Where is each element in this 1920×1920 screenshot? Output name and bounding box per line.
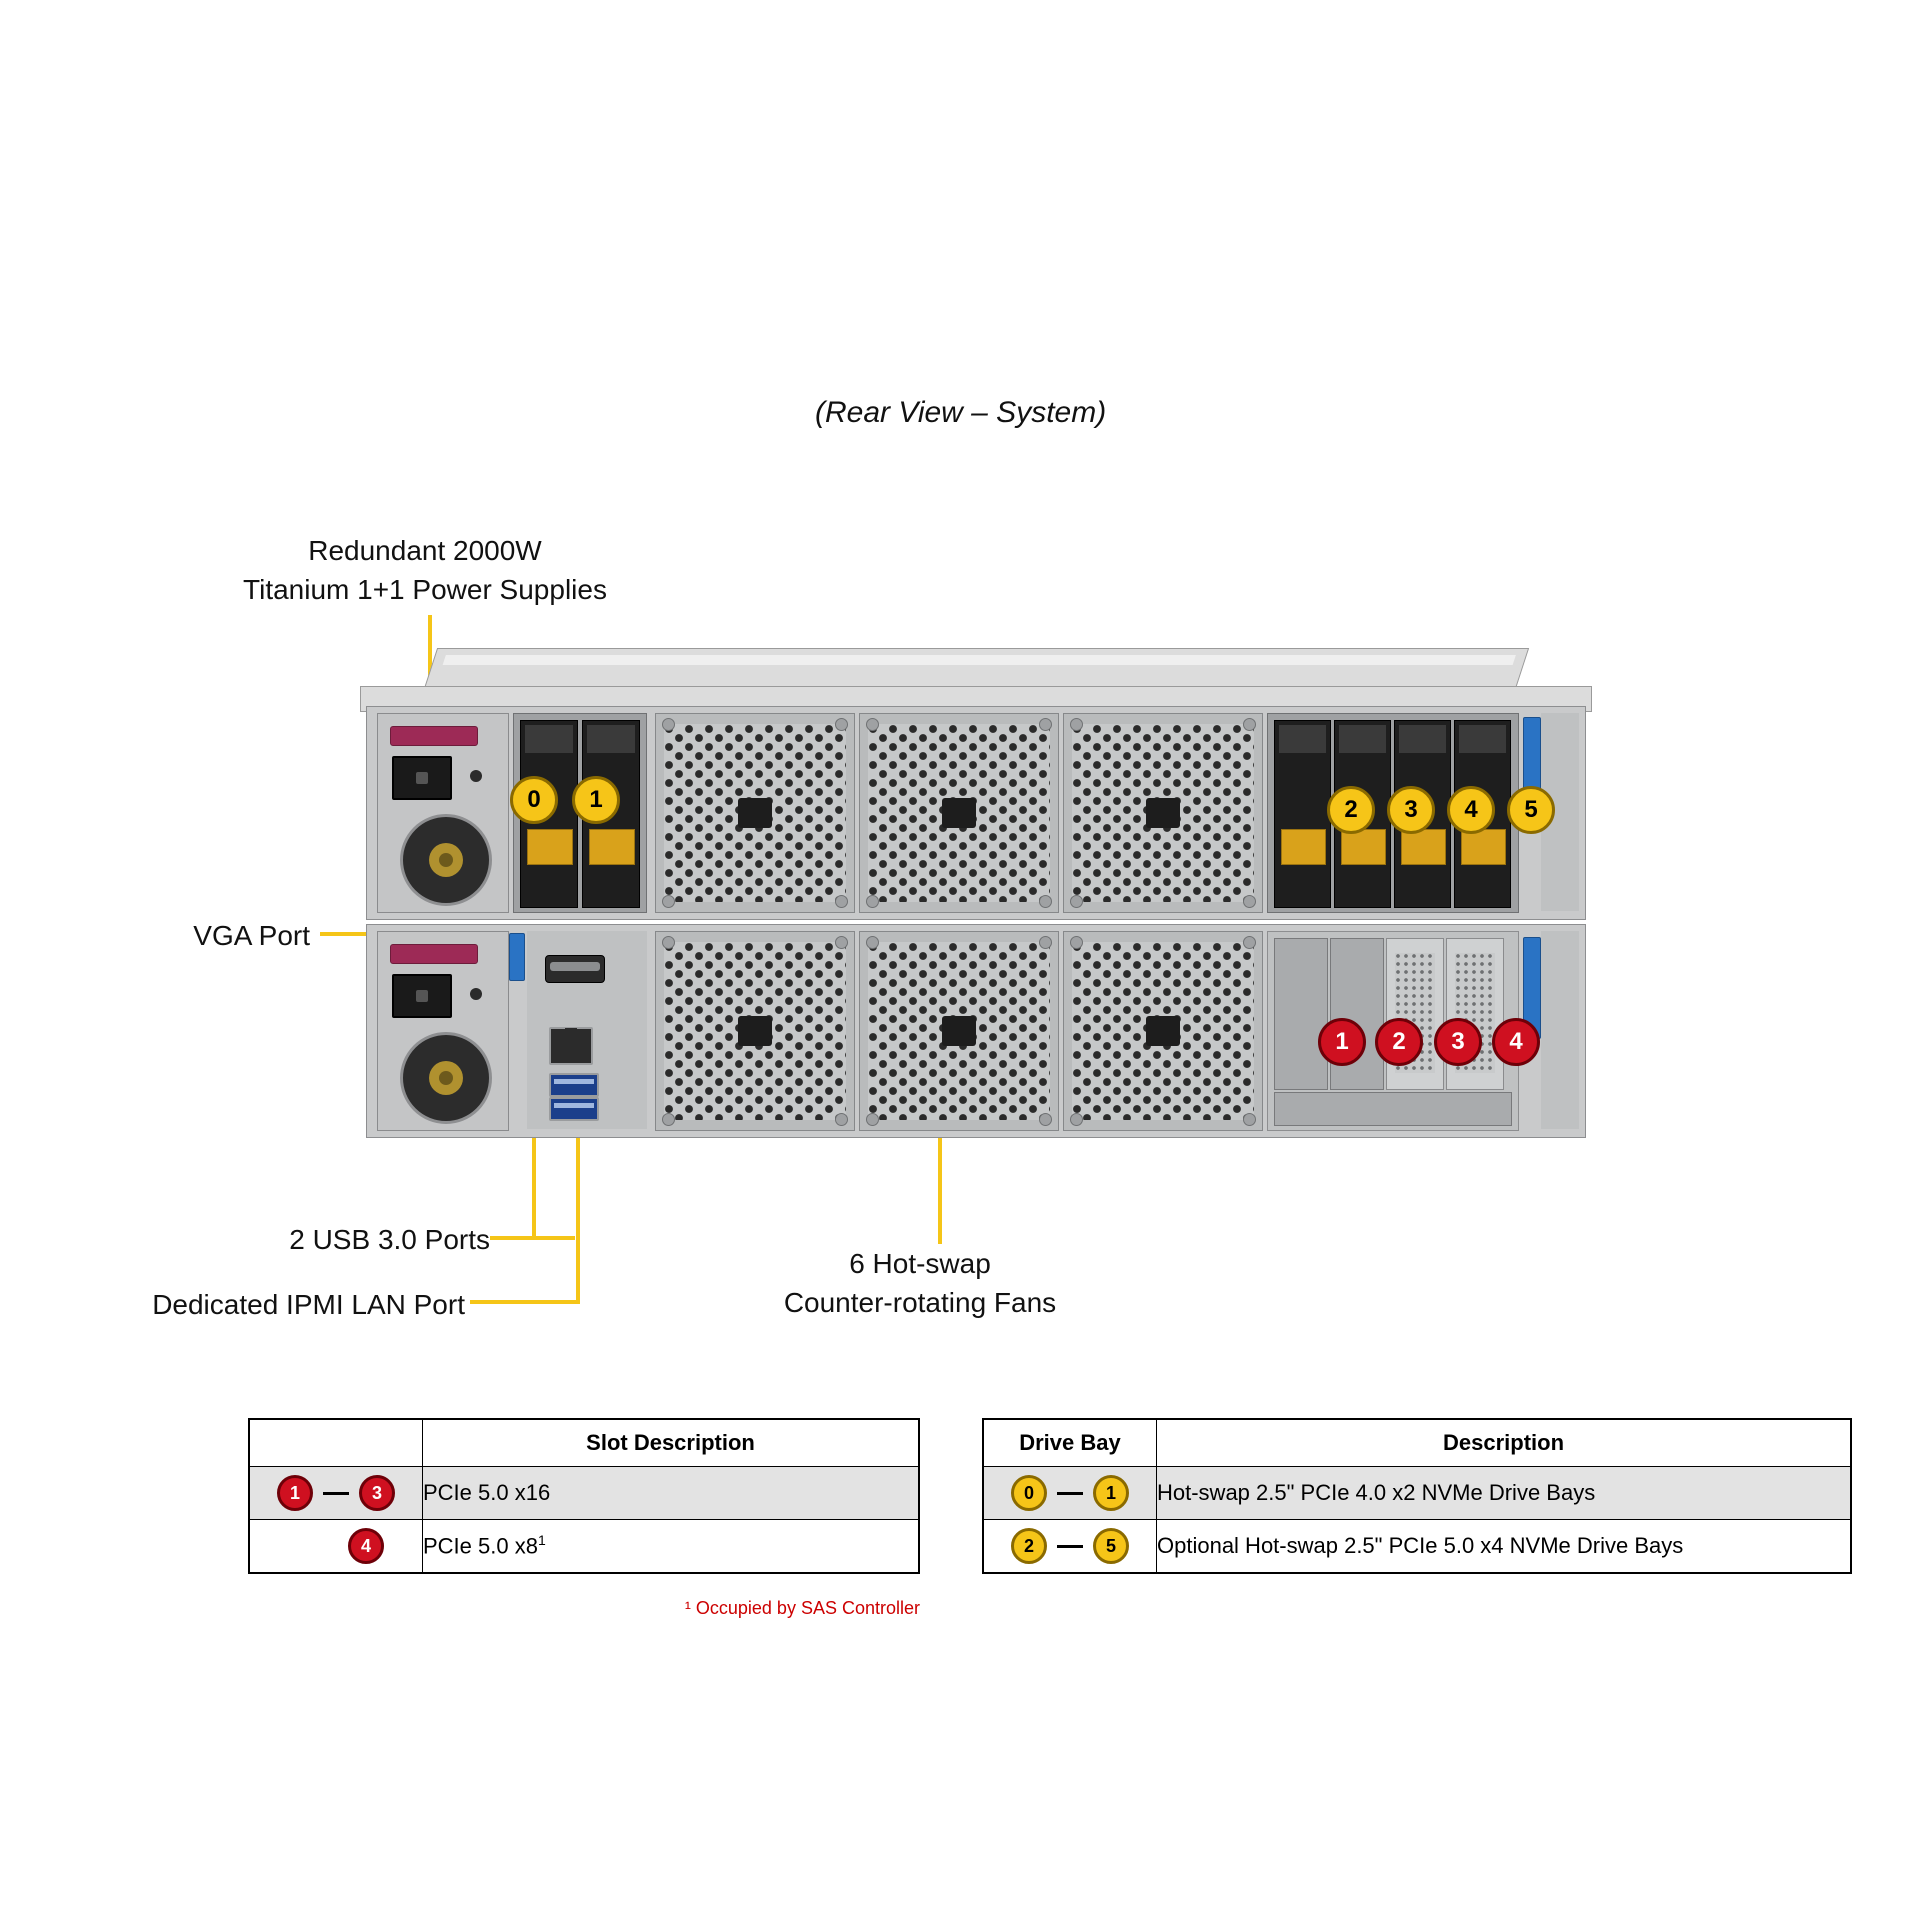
table-row — [249, 1520, 919, 1574]
drive-4-latch[interactable] — [1401, 829, 1446, 865]
drive-row-1-from: 0 — [1011, 1475, 1047, 1511]
slot-row-2-from: 4 — [348, 1528, 384, 1564]
callout-vga: VGA Port — [193, 920, 310, 951]
drive-row-2-description: Optional Hot-swap 2.5" PCIe 5.0 x4 NVMe Drive Bays — [1157, 1520, 1852, 1574]
slot-badge-2: 2 — [1375, 1018, 1423, 1066]
drive-table-header-description: Description — [1157, 1419, 1852, 1467]
drive-row-1-description: Hot-swap 2.5" PCIe 4.0 x2 NVMe Drive Bays — [1157, 1467, 1852, 1520]
psu-handle-2[interactable] — [390, 944, 478, 964]
drive-row-1-to: 1 — [1093, 1475, 1129, 1511]
psu-led-2 — [470, 988, 482, 1000]
drive-0-latch[interactable] — [527, 829, 573, 865]
pcie-slot-2[interactable] — [1330, 938, 1384, 1090]
callout-fans-line2: Counter-rotating Fans — [783, 1287, 1057, 1318]
slot-row-1-from: 1 — [277, 1475, 313, 1511]
fan-module-4[interactable] — [655, 931, 855, 1131]
power-supply-1[interactable] — [377, 713, 509, 913]
table-row — [983, 1467, 1851, 1520]
table-row — [983, 1520, 1851, 1574]
psu-led-1 — [470, 770, 482, 782]
pcie-slot-1[interactable] — [1274, 938, 1328, 1090]
drive-5-latch[interactable] — [1461, 829, 1506, 865]
slot-row-2-badges — [249, 1520, 423, 1574]
drive-table-header-bay: Drive Bay — [983, 1419, 1157, 1467]
drive-1-latch[interactable] — [589, 829, 635, 865]
slot-row-2-sup: 1 — [537, 1532, 546, 1549]
usb-port-2[interactable] — [549, 1097, 599, 1121]
drive-badge-4: 4 — [1447, 786, 1495, 834]
psu-fan-1 — [400, 814, 492, 906]
drive-3-latch[interactable] — [1341, 829, 1386, 865]
psu-handle-1[interactable] — [390, 726, 478, 746]
drive-2-latch[interactable] — [1281, 829, 1326, 865]
slot-badge-4: 4 — [1492, 1018, 1540, 1066]
server-chassis — [360, 648, 1590, 1168]
drive-badge-2: 2 — [1327, 786, 1375, 834]
table-row — [249, 1467, 919, 1520]
slot-row-1-badges — [249, 1467, 423, 1520]
io-panel — [527, 931, 647, 1129]
drive-badge-5: 5 — [1507, 786, 1555, 834]
figure-title: (Rear View – System) — [815, 396, 1107, 429]
ipmi-lan-port[interactable] — [549, 1027, 593, 1065]
chassis-release-tab-left[interactable] — [509, 933, 525, 981]
pcie-slot-4[interactable] — [1446, 938, 1504, 1090]
drive-2[interactable] — [1274, 720, 1331, 908]
drive-row-2-badges — [983, 1520, 1157, 1574]
fan-module-6[interactable] — [1063, 931, 1263, 1131]
fan-module-1[interactable] — [655, 713, 855, 913]
slot-description-table — [248, 1418, 920, 1574]
callout-ipmi: Dedicated IPMI LAN Port — [152, 1289, 465, 1320]
usb-port-1[interactable] — [549, 1073, 599, 1097]
slot-table-footnote: ¹ Occupied by SAS Controller — [684, 1598, 920, 1618]
slot-row-2-description — [423, 1520, 920, 1574]
drive-badge-3: 3 — [1387, 786, 1435, 834]
psu-ac-socket-1[interactable] — [392, 756, 452, 800]
psu-fan-2 — [400, 1032, 492, 1124]
callout-psu-line2: Titanium 1+1 Power Supplies — [243, 574, 607, 605]
drive-row-2-to: 5 — [1093, 1528, 1129, 1564]
fan-module-5[interactable] — [859, 931, 1059, 1131]
slot-table-header-badge — [249, 1419, 423, 1467]
callout-fans-line1: 6 Hot-swap — [849, 1248, 991, 1279]
drive-row-1-badges — [983, 1467, 1157, 1520]
psu-ac-socket-2[interactable] — [392, 974, 452, 1018]
slot-table-header-description: Slot Description — [423, 1419, 920, 1467]
drive-row-2-from: 2 — [1011, 1528, 1047, 1564]
power-supply-2[interactable] — [377, 931, 509, 1131]
slot-row-2-desc-text: PCIe 5.0 x8 — [423, 1533, 538, 1559]
pcie-lower-rail — [1274, 1092, 1512, 1126]
leader-ipmi-h — [470, 1300, 580, 1304]
slot-badge-3: 3 — [1434, 1018, 1482, 1066]
vga-port[interactable] — [545, 955, 605, 983]
slot-row-1-description: PCIe 5.0 x16 — [423, 1467, 920, 1520]
slot-badge-1: 1 — [1318, 1018, 1366, 1066]
fan-module-3[interactable] — [1063, 713, 1263, 913]
fan-module-2[interactable] — [859, 713, 1059, 913]
drive-bay-table — [982, 1418, 1852, 1574]
slot-row-1-to: 3 — [359, 1475, 395, 1511]
drive-badge-1: 1 — [572, 776, 620, 824]
callout-psu-line1: Redundant 2000W — [308, 535, 542, 566]
drive-badge-0: 0 — [510, 776, 558, 824]
callout-usb: 2 USB 3.0 Ports — [289, 1224, 490, 1255]
pcie-slot-3[interactable] — [1386, 938, 1444, 1090]
